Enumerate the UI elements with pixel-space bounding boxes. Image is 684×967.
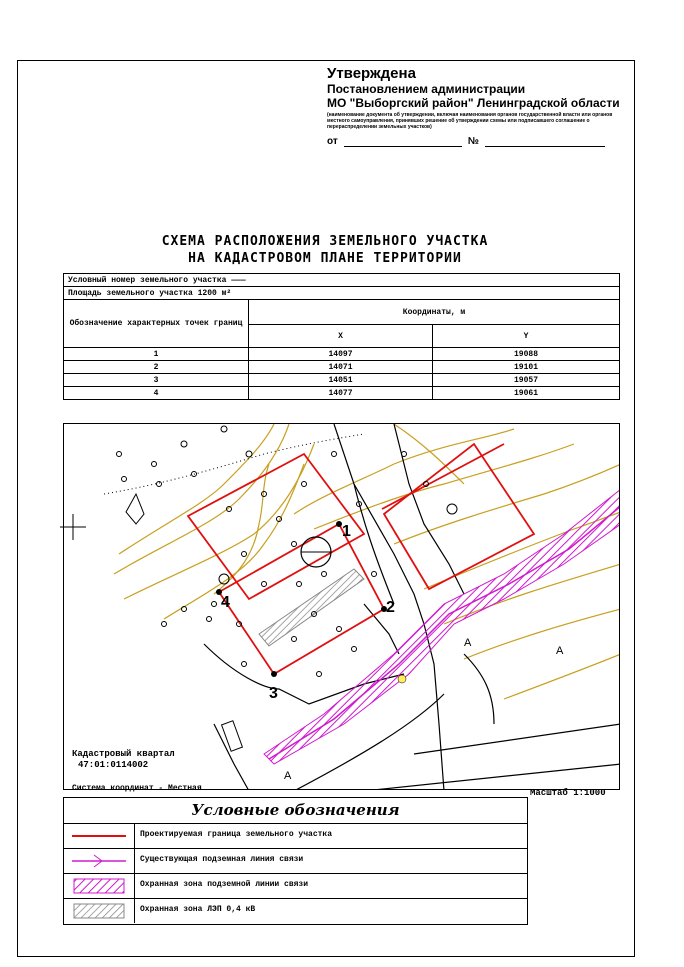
row-point: 1	[64, 348, 249, 361]
marker-icon	[447, 504, 457, 514]
date-line	[344, 136, 462, 147]
title-line-2: НА КАДАСТРОВОМ ПЛАНЕ ТЕРРИТОРИИ	[188, 251, 462, 266]
well-icon	[126, 494, 144, 524]
row-point: 2	[64, 361, 249, 374]
letter-a-3: А	[284, 770, 292, 782]
approval-block	[327, 66, 627, 147]
quarter-label: Кадастровый квартал	[72, 749, 175, 759]
row-x: 14051	[249, 374, 433, 387]
approval-heading: Утверждена	[327, 65, 416, 82]
letter-a-1: А	[464, 637, 472, 649]
cadastral-map[interactable]	[63, 423, 620, 790]
legend-label: Охранная зона ЛЭП 0,4 кВ	[140, 905, 256, 914]
approval-note: (наименование документа об утверждении, включая наименования органов государственной власти или органов местного самоуправления, принявших решение об утверждении схемы или подписавшего соглашение о перераспределении земельных участков)	[327, 112, 613, 130]
row-y: 19101	[433, 361, 620, 374]
title-line-1: СХЕМА РАСПОЛОЖЕНИЯ ЗЕМЕЛЬНОГО УЧАСТКА	[161, 234, 489, 249]
legend-item	[64, 898, 527, 923]
point-label-1: 1	[342, 523, 351, 540]
point-label-4: 4	[221, 594, 230, 611]
col-coords-header: Координаты, м	[249, 300, 620, 325]
map-canvas	[64, 424, 620, 790]
point-label-3: 3	[269, 685, 278, 702]
table-row	[64, 348, 620, 361]
row-y: 19057	[433, 374, 620, 387]
approval-line-1: Постановлением администрации	[327, 82, 526, 96]
road-lines	[204, 424, 620, 790]
map-scale: Масштаб 1:1000	[530, 788, 606, 798]
number-label: №	[467, 136, 479, 147]
coordinates-table	[63, 273, 620, 400]
legend-label: Существующая подземная линия связи	[140, 855, 304, 864]
legend-label: Охранная зона подземной линии связи	[140, 880, 309, 889]
approval-signature-line	[327, 136, 627, 147]
row-x: 14077	[249, 387, 433, 400]
row-x: 14097	[249, 348, 433, 361]
legend-item	[64, 823, 527, 848]
col-points-header: Обозначение характерных точек границ	[64, 300, 249, 348]
table-row	[64, 387, 620, 400]
conditional-number: Условный номер земельного участка ———	[64, 274, 620, 287]
legend-title: Условные обозначения	[64, 798, 527, 824]
comm-protection-zone	[264, 489, 620, 764]
from-label: от	[327, 136, 338, 147]
table-row	[64, 361, 620, 374]
plot-boundaries	[188, 444, 534, 674]
legend-item	[64, 873, 527, 898]
row-y: 19061	[433, 387, 620, 400]
legend	[63, 797, 528, 925]
col-x-header: X	[249, 325, 433, 348]
row-y: 19088	[433, 348, 620, 361]
legend-label: Проектируемая граница земельного участка	[140, 830, 333, 839]
row-x: 14071	[249, 361, 433, 374]
power-line-zone	[259, 569, 364, 646]
row-point: 4	[64, 387, 249, 400]
approval-line-2: МО "Выборгский район" Ленинградской области	[327, 96, 620, 110]
coord-system: Система координат - Местная	[72, 784, 202, 793]
letter-a-2: А	[556, 645, 564, 657]
table-row	[64, 374, 620, 387]
quarter-number: 47:01:0114002	[78, 760, 149, 770]
area-row: Площадь земельного участка 1200 м²	[64, 287, 620, 300]
point-label-2: 2	[386, 599, 395, 616]
col-y-header: Y	[433, 325, 620, 348]
legend-item	[64, 848, 527, 873]
row-point: 3	[64, 374, 249, 387]
number-line	[485, 136, 605, 147]
